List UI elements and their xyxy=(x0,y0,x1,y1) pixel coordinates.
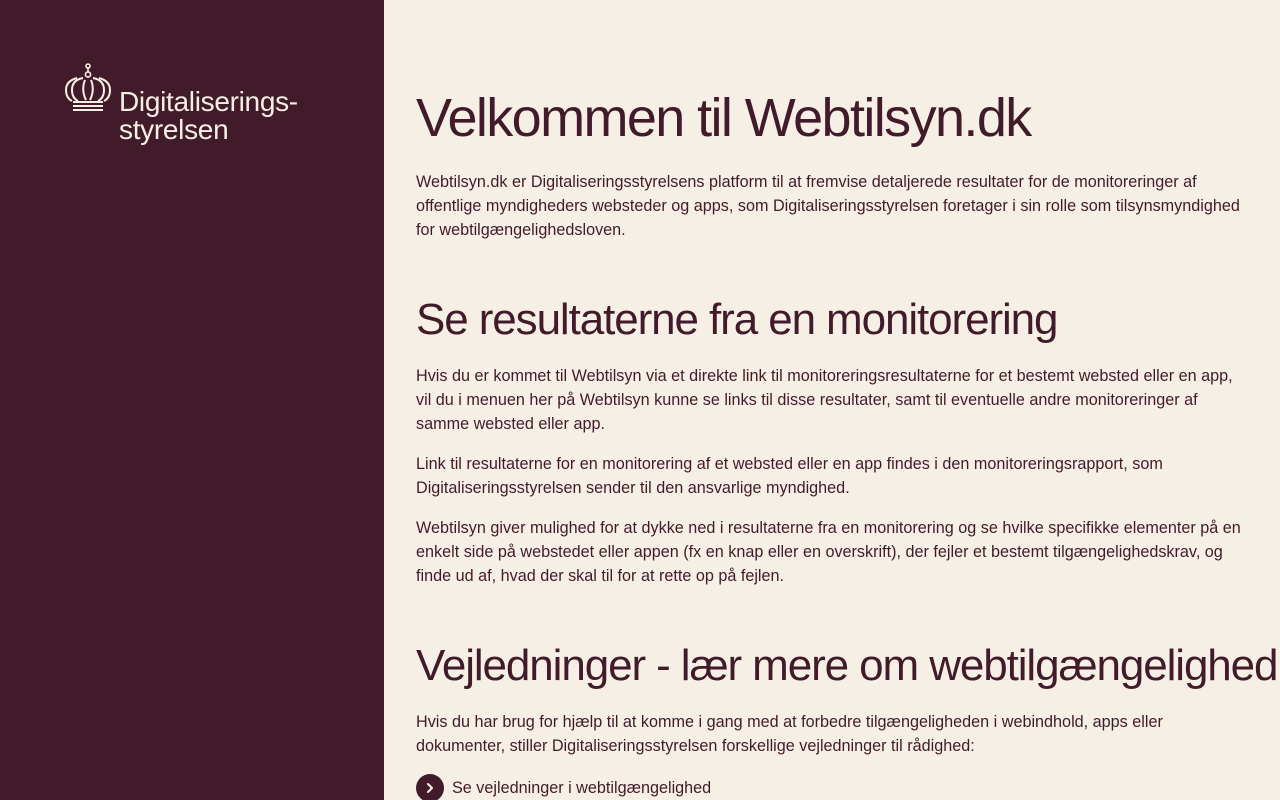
agency-logo[interactable] xyxy=(64,62,298,144)
guides-link[interactable] xyxy=(416,774,1248,800)
intro-paragraph: Webtilsyn.dk er Digitaliseringsstyrelsens platform til at fremvise detaljerede resultater for de monitoreringer af offentlige myndigheders websteder og apps, som Digitaliseringsstyrelsen foretager i sin rolle som tilsynsmyndighed for webtilgængelighedsloven. xyxy=(416,173,1240,239)
guides-paragraph: Hvis du har brug for hjælp til at komme i gang med at forbedre tilgængeligheden i webindhold, apps eller dokumenter, stiller Digitaliseringsstyrelsen forskellige vejledninger til rådighed: xyxy=(416,713,1163,755)
logo-line-1: Digitaliserings- xyxy=(119,86,298,117)
guides-link-label: Se vejledninger i webtilgængelighed xyxy=(452,778,712,797)
section-heading-results: Se resultaterne fra en monitorering xyxy=(416,295,1058,344)
results-paragraph-2: Link til resultaterne for en monitorering af et websted eller en app findes i den monitoreringsrapport, som Digitaliseringsstyrelsen sender til den ansvarlige myndighed. xyxy=(416,455,1163,497)
results-paragraph-3: Webtilsyn giver mulighed for at dykke ned i resultaterne fra en monitorering og se hvilke specifikke elementer på en enkelt side på webstedet eller appen (fx en knap eller en overskrift), der fejler et bestemt tilgængelighedskrav, og finde ud af, hvad der skal til for at rette op på fejlen. xyxy=(416,519,1241,585)
sidebar xyxy=(0,0,384,800)
logo-line-2: styrelsen xyxy=(119,114,229,145)
page-title: Velkommen til Webtilsyn.dk xyxy=(416,88,1031,148)
section-heading-guides: Vejledninger - lær mere om webtilgængelighed xyxy=(416,641,1278,690)
logo-wordmark xyxy=(119,88,298,144)
chevron-right-icon xyxy=(416,774,444,800)
main-content xyxy=(384,0,1280,800)
results-paragraph-1: Hvis du er kommet til Webtilsyn via et direkte link til monitoreringsresultaterne for et bestemt websted eller en app, vil du i menuen her på Webtilsyn kunne se links til disse resultater, samt til eventuelle andre monitoreringer af samme websted eller app. xyxy=(416,367,1233,433)
crown-icon xyxy=(64,62,112,112)
